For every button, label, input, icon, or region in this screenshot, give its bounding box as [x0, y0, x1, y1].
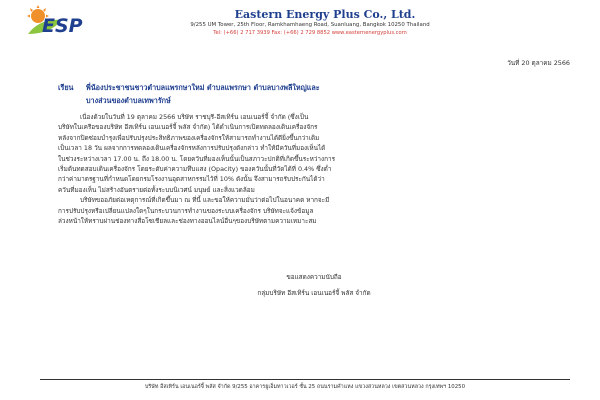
- body-line: เนื่องด้วยในวันที่ 19 ตุลาคม 2566 บริษัท ราชบุรี-อีสเทิร์น เอนเนอร์จี้ จำกัด (ซึ่งเป็น: [80, 113, 309, 121]
- salutation-line-2: บางส่วนของตำบลเทพารักษ์: [86, 96, 171, 105]
- closing: ขอแสดงความนับถือ: [286, 273, 342, 281]
- salutation: [58, 83, 320, 94]
- body-line: บริษัทขออภัยต่อเหตุการณ์ที่เกิดขึ้นมา ณ ที่นี้ และขอให้ความมั่นว่าต่อไปในอนาคต หากจะมี: [80, 196, 330, 205]
- letter-date: วันที่ 20 ตุลาคม 2566: [507, 59, 570, 67]
- footer-address: บริษัท อีสเทิร์น เอนเนอร์จี้ พลัส จำกัด 9/255 อาคารยูเอ็มทาวเวอร์ ชั้น 25 ถนนรามคำแหง แขวงสวนหลวง เขตสวนหลวง กรุงเทพฯ 10250: [144, 384, 466, 390]
- body-line: ควันที่มองเห็น ไม่สร้างอันตรายต่อทั้งระบบนิเวศน์ มนุษย์ และสิ่งแวดล้อม: [58, 185, 255, 194]
- body-line: เป็นเวลา 18 วัน ผลจากการทดลองเดินเครื่องจักรหลังการปรับปรุงดังกล่าว ทำให้มีควันที่มองเห็นได้: [58, 144, 326, 153]
- body-line: บริษัทในเครือของบริษัท อีสเทิร์น เอนเนอร์จี้ พลัส จำกัด) ได้ดำเนินการเปิดทดลองเดินเครื่องจักร: [58, 123, 318, 132]
- company-logo: [22, 4, 94, 42]
- signer: กลุ่มบริษัท อีสเทิร์น เอนเนอร์จี้ พลัส จำกัด: [257, 289, 371, 297]
- footer-divider: [40, 379, 570, 380]
- salutation-label: เรียน: [58, 83, 74, 92]
- company-contact: Tel: (+66) 2 717 3939 Fax: (+66) 2 729 8852 www.easternenergyplus.com: [213, 30, 407, 36]
- logo-text: ESP: [42, 15, 83, 37]
- body-line: หลังจากปิดซ่อมบำรุงเพื่อปรับปรุงประสิทธิภาพของเครื่องจักรให้สามารถทำงานได้ดียิ่งขึ้นกว่าเดิม: [58, 133, 320, 142]
- letter-body: [58, 112, 570, 226]
- salutation-line-1: พี่น้องประชาชนชาวตำบลแพรกษาใหม่ ตำบลแพรกษา ตำบลบางพลีใหญ่และ: [86, 83, 320, 92]
- company-name: Eastern Energy Plus Co., Ltd.: [234, 8, 416, 21]
- body-line: ล่วงหน้าให้ทราบผ่านช่องทางสื่อโซเชียลและช่องทางออนไลน์อื่นๆของบริษัทตามความเหมาะสม: [58, 216, 317, 225]
- body-line: กว่าค่ามาตรฐานที่กำหนดโดยกรมโรงงานอุตสาหกรรมไว้ที่ 10% ดังนั้น จึงสามารถรับประกันได้ว่า: [58, 175, 325, 184]
- body-line: การปรับปรุงหรือเปลี่ยนแปลงใดๆในกระบวนการทำงานของระบบเครื่องจักร บริษัทจะแจ้งข้อมูล: [58, 206, 314, 215]
- body-line: ในช่วงระหว่างเวลา 17.00 น. ถึง 18.00 น. โดยควันที่มองเห็นนั้นเป็นสภาวะปกติที่เกิดขึ้นระหว่างการ: [58, 154, 336, 163]
- company-address: 9/255 UM Tower, 25th Floor, Ramkhamhaeng Road, Suanluang, Bangkok 10250 Thailand: [190, 22, 430, 28]
- body-line: เริ่มต้นทดสอบเดินเครื่องจักร โดยระดับค่าความทึบแสง (Opacity) ของควันนั้นที่วัดได้ที่ 0.4% ซึ่งต่ำ: [58, 164, 332, 173]
